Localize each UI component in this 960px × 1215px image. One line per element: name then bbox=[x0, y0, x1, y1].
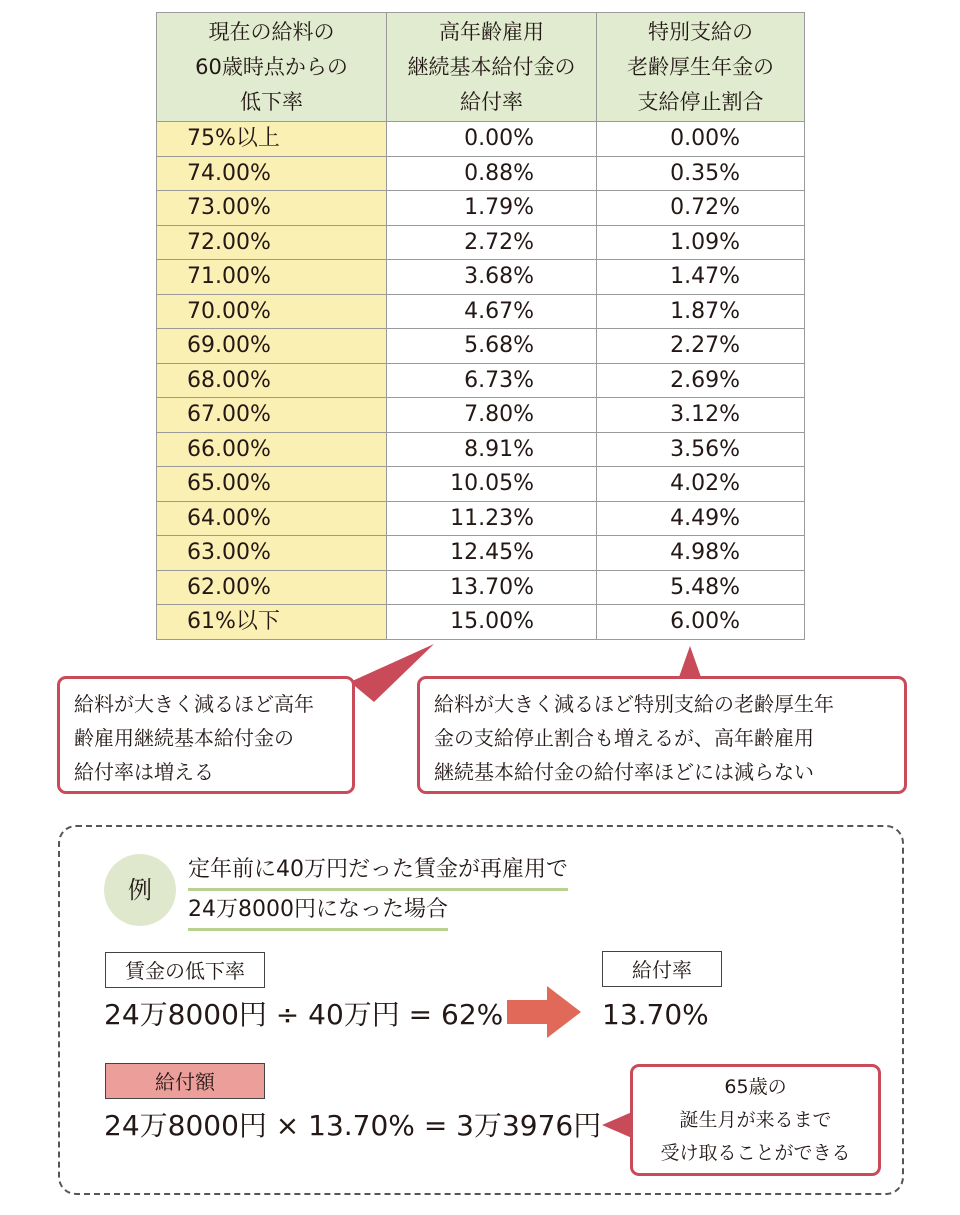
suspension-rate-cell: 2.27% bbox=[597, 329, 805, 364]
decline-rate-cell: 63.00% bbox=[157, 536, 387, 571]
benefit-rate-cell: 3.68% bbox=[387, 260, 597, 295]
suspension-rate-cell: 0.35% bbox=[597, 156, 805, 191]
benefit-rate-cell: 6.73% bbox=[387, 363, 597, 398]
benefit-amount-label: 給付額 bbox=[105, 1063, 265, 1099]
benefit-rate-cell: 11.23% bbox=[387, 501, 597, 536]
header-decline-rate: 現在の給料の 60歳時点からの 低下率 bbox=[157, 13, 387, 122]
note-callout-text: 65歳の 誕生月が来るまで 受け取ることができる bbox=[660, 1076, 851, 1164]
table-row bbox=[157, 536, 805, 571]
suspension-rate-cell: 4.98% bbox=[597, 536, 805, 571]
benefit-rate-cell: 5.68% bbox=[387, 329, 597, 364]
decline-rate-cell: 67.00% bbox=[157, 398, 387, 433]
right-callout bbox=[417, 676, 907, 794]
benefit-rate-cell: 1.79% bbox=[387, 191, 597, 226]
suspension-rate-cell: 4.02% bbox=[597, 467, 805, 502]
benefit-rate-cell: 10.05% bbox=[387, 467, 597, 502]
suspension-rate-cell: 1.47% bbox=[597, 260, 805, 295]
suspension-rate-cell: 0.00% bbox=[597, 122, 805, 157]
benefit-rate-cell: 0.00% bbox=[387, 122, 597, 157]
benefit-rate-label: 給付率 bbox=[602, 951, 722, 987]
note-callout bbox=[630, 1064, 881, 1176]
suspension-rate-cell: 3.12% bbox=[597, 398, 805, 433]
benefit-rate-cell: 13.70% bbox=[387, 570, 597, 605]
decline-rate-cell: 65.00% bbox=[157, 467, 387, 502]
suspension-rate-cell: 2.69% bbox=[597, 363, 805, 398]
decline-rate-cell: 73.00% bbox=[157, 191, 387, 226]
suspension-rate-cell: 3.56% bbox=[597, 432, 805, 467]
benefit-rate-table bbox=[156, 12, 805, 640]
right-callout-text: 給料が大きく減るほど特別支給の老齢厚生年 金の支給停止割合も増えるが、高年齢雇用 継続基本給付金の給付率ほどには減らない bbox=[434, 692, 834, 784]
result-arrow-icon bbox=[507, 986, 581, 1038]
left-callout-text: 給料が大きく減るほど高年 齢雇用継続基本給付金の 給付率は増える bbox=[74, 692, 314, 784]
decline-rate-formula: 24万8000円 ÷ 40万円 = 62% bbox=[104, 998, 504, 1031]
left-callout bbox=[57, 676, 355, 794]
example-badge: 例 bbox=[104, 854, 176, 926]
header-suspension-rate: 特別支給の 老齢厚生年金の 支給停止割合 bbox=[597, 13, 805, 122]
example-headline-line2: 24万8000円になった場合 bbox=[188, 892, 448, 931]
decline-rate-cell: 66.00% bbox=[157, 432, 387, 467]
suspension-rate-cell: 5.48% bbox=[597, 570, 805, 605]
decline-rate-cell: 64.00% bbox=[157, 501, 387, 536]
suspension-rate-cell: 6.00% bbox=[597, 605, 805, 640]
benefit-rate-cell: 7.80% bbox=[387, 398, 597, 433]
table-row bbox=[157, 260, 805, 295]
decline-rate-cell: 69.00% bbox=[157, 329, 387, 364]
table-row bbox=[157, 501, 805, 536]
table-header-row bbox=[157, 13, 805, 122]
benefit-amount-formula: 24万8000円 × 13.70% = 3万3976円 bbox=[104, 1109, 602, 1142]
table-row bbox=[157, 398, 805, 433]
suspension-rate-cell: 0.72% bbox=[597, 191, 805, 226]
table-row bbox=[157, 225, 805, 260]
table-row bbox=[157, 191, 805, 226]
header-benefit-rate: 高年齢雇用 継続基本給付金の 給付率 bbox=[387, 13, 597, 122]
example-headline-line1: 定年前に40万円だった賃金が再雇用で bbox=[188, 852, 568, 891]
table-row bbox=[157, 363, 805, 398]
table-row bbox=[157, 432, 805, 467]
decline-rate-label: 賃金の低下率 bbox=[105, 952, 265, 988]
benefit-rate-cell: 15.00% bbox=[387, 605, 597, 640]
table-row bbox=[157, 122, 805, 157]
decline-rate-cell: 70.00% bbox=[157, 294, 387, 329]
table-row bbox=[157, 467, 805, 502]
benefit-rate-cell: 12.45% bbox=[387, 536, 597, 571]
table-row bbox=[157, 605, 805, 640]
table-row bbox=[157, 570, 805, 605]
decline-rate-cell: 62.00% bbox=[157, 570, 387, 605]
benefit-rate-cell: 8.91% bbox=[387, 432, 597, 467]
table-row bbox=[157, 294, 805, 329]
suspension-rate-cell: 1.87% bbox=[597, 294, 805, 329]
table-row bbox=[157, 156, 805, 191]
decline-rate-cell: 68.00% bbox=[157, 363, 387, 398]
decline-rate-cell: 72.00% bbox=[157, 225, 387, 260]
suspension-rate-cell: 4.49% bbox=[597, 501, 805, 536]
benefit-rate-cell: 0.88% bbox=[387, 156, 597, 191]
benefit-rate-cell: 2.72% bbox=[387, 225, 597, 260]
decline-rate-cell: 74.00% bbox=[157, 156, 387, 191]
decline-rate-cell: 71.00% bbox=[157, 260, 387, 295]
decline-rate-cell: 75%以上 bbox=[157, 122, 387, 157]
decline-rate-cell: 61%以下 bbox=[157, 605, 387, 640]
benefit-rate-cell: 4.67% bbox=[387, 294, 597, 329]
suspension-rate-cell: 1.09% bbox=[597, 225, 805, 260]
benefit-rate-value: 13.70% bbox=[602, 998, 709, 1031]
table-row bbox=[157, 329, 805, 364]
